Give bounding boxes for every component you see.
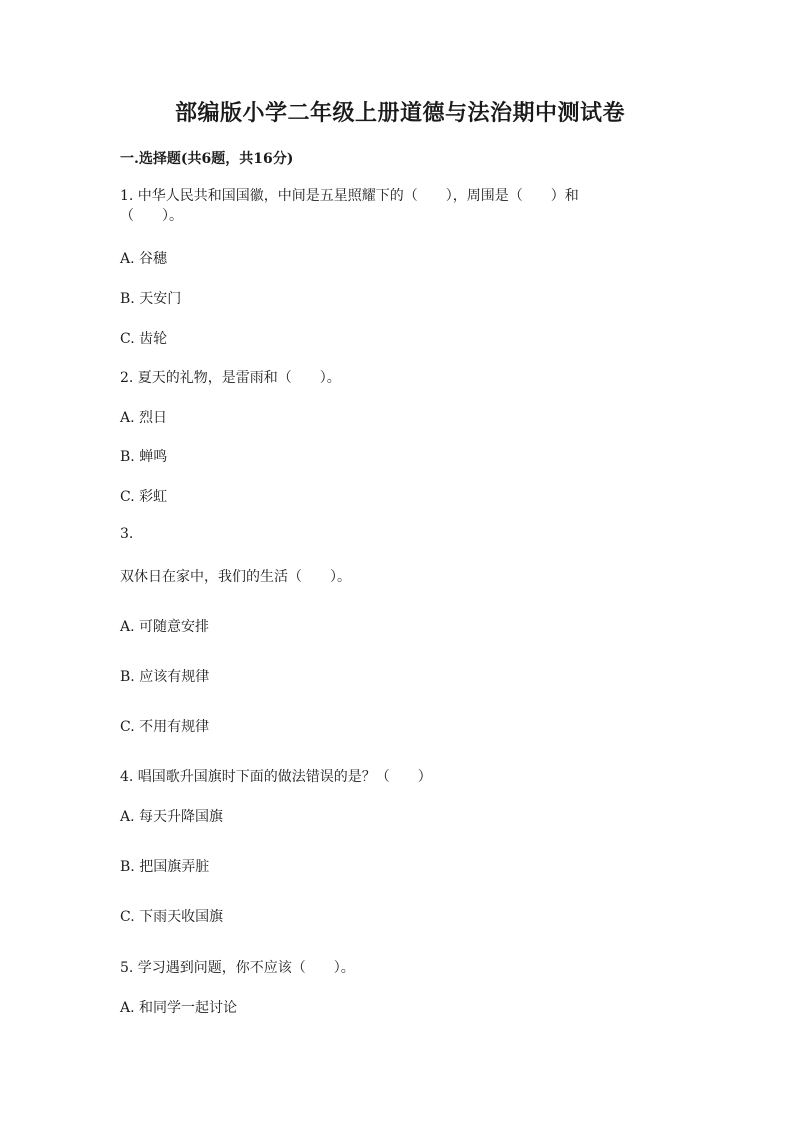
question-3-option-c: C. 不用有规律	[120, 719, 210, 735]
question-1-stem-line2: （ ）。	[120, 208, 183, 224]
question-5-option-a: A. 和同学一起讨论	[120, 1000, 238, 1016]
question-1-option-b: B. 天安门	[120, 291, 182, 307]
question-4-option-b: B. 把国旗弄脏	[120, 859, 210, 875]
question-4-option-a: A. 每天升降国旗	[120, 809, 224, 825]
question-4-stem: 4. 唱国歌升国旗时下面的做法错误的是？（ ）	[120, 769, 432, 785]
question-3-option-b: B. 应该有规律	[120, 669, 210, 685]
section-heading: 一.选择题(共6题，共16分)	[120, 151, 294, 167]
question-3-stem: 双休日在家中，我们的生活（ ）。	[120, 569, 351, 585]
question-2-option-a: A. 烈日	[120, 410, 168, 426]
question-3-option-a: A. 可随意安排	[120, 619, 210, 635]
question-4-option-c: C. 下雨天收国旗	[120, 909, 224, 925]
question-1-stem-line1: 1. 中华人民共和国国徽，中间是五星照耀下的（ ），周围是（ ）和	[120, 188, 579, 204]
question-2-stem: 2. 夏天的礼物，是雷雨和（ ）。	[120, 370, 341, 386]
question-1-option-a: A. 谷穗	[120, 251, 168, 267]
question-1-stem	[120, 186, 680, 226]
question-2-option-c: C. 彩虹	[120, 489, 168, 505]
question-1-option-c: C. 齿轮	[120, 331, 168, 347]
question-3-number: 3.	[120, 526, 134, 542]
question-2-option-b: B. 蝉鸣	[120, 449, 168, 465]
page-title: 部编版小学二年级上册道德与法治期中测试卷	[174, 100, 625, 126]
question-5-stem: 5. 学习遇到问题，你不应该（ ）。	[120, 960, 355, 976]
